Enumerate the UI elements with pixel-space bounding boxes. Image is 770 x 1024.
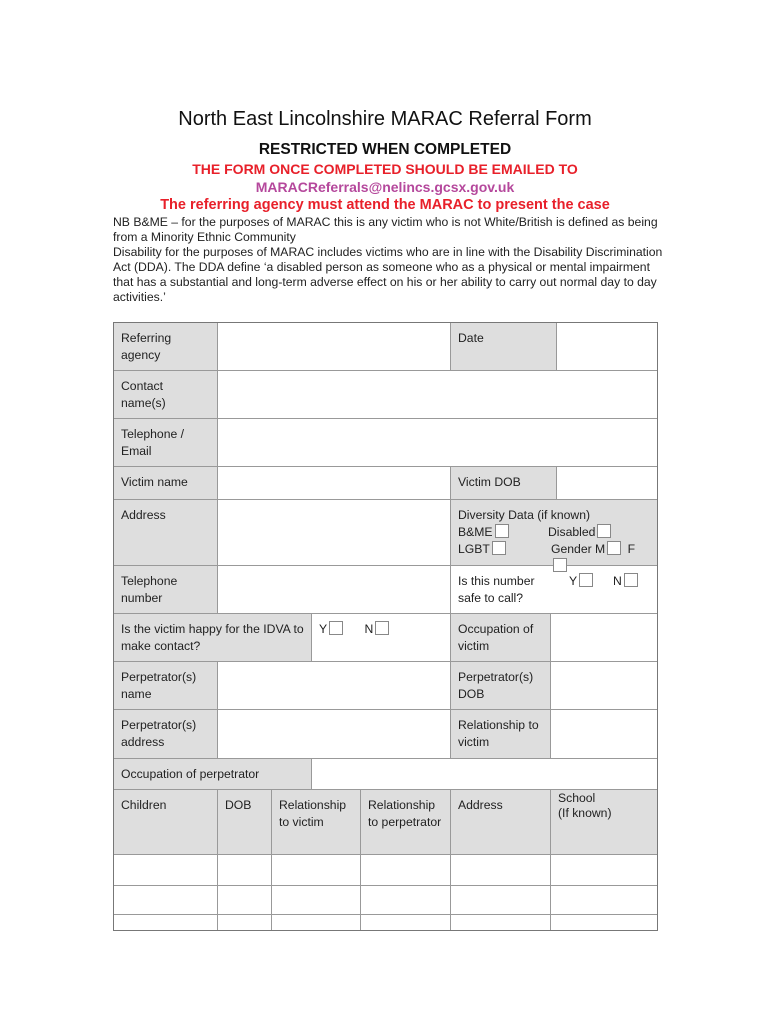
perpetrator-address-field[interactable] <box>218 710 451 759</box>
child-1-school-field[interactable] <box>551 855 657 886</box>
definitions-notes <box>113 215 673 305</box>
safe-to-call-label: Is this number safe to call? <box>458 574 535 605</box>
email-instruction: THE FORM ONCE COMPLETED SHOULD BE EMAILED TO <box>192 161 578 177</box>
contact-names-field[interactable] <box>218 371 657 419</box>
bme-checkbox[interactable] <box>495 524 509 538</box>
child-2-address-field[interactable] <box>451 886 551 915</box>
contact-yes-checkbox[interactable] <box>329 621 343 635</box>
child-3-school-field[interactable] <box>551 915 657 930</box>
disabled-checkbox[interactable] <box>597 524 611 538</box>
children-rel-victim-header: Relationship to victim <box>272 790 361 855</box>
form-title: North East Lincolnshire MARAC Referral Form <box>178 108 592 130</box>
referring-agency-label: Referring agency <box>114 323 218 371</box>
telephone-number-field[interactable] <box>218 566 451 614</box>
disabled-label: Disabled <box>548 525 596 539</box>
child-1-name-field[interactable] <box>114 855 218 886</box>
occupation-victim-label: Occupation of victim <box>451 614 551 662</box>
disability-definition: Disability for the purposes of MARAC includes victims who are in line with the Disability Discrimination Act (DDA). The DDA define ‘a disabled person as someone who as a physical or mental impairment that has a substantial and long-term adverse effect on his or her ability to carry out normal day to day activities.’ <box>113 245 663 304</box>
perpetrator-name-label: Perpetrator(s) name <box>114 662 218 710</box>
child-2-dob-field[interactable] <box>218 886 272 915</box>
referral-form-table <box>113 322 658 931</box>
child-2-name-field[interactable] <box>114 886 218 915</box>
safe-to-call-cell <box>451 566 657 614</box>
perpetrator-dob-label: Perpetrator(s) DOB <box>451 662 551 710</box>
address-label: Address <box>114 500 218 566</box>
date-label: Date <box>451 323 557 371</box>
occupation-victim-field[interactable] <box>551 614 657 662</box>
child-3-address-field[interactable] <box>451 915 551 930</box>
children-rel-perpetrator-header: Relationship to perpetrator <box>361 790 451 855</box>
child-2-rel-victim-field[interactable] <box>272 886 361 915</box>
happy-contact-options <box>312 614 451 662</box>
child-1-rel-victim-field[interactable] <box>272 855 361 886</box>
victim-name-field[interactable] <box>218 467 451 500</box>
child-1-dob-field[interactable] <box>218 855 272 886</box>
gender-f-label: F <box>627 542 636 556</box>
perpetrator-name-field[interactable] <box>218 662 451 710</box>
child-1-address-field[interactable] <box>451 855 551 886</box>
diversity-heading: Diversity Data (if known) <box>458 508 591 522</box>
child-2-school-field[interactable] <box>551 886 657 915</box>
telephone-email-label: Telephone / Email <box>114 419 218 467</box>
referring-agency-field[interactable] <box>218 323 451 371</box>
child-3-rel-victim-field[interactable] <box>272 915 361 930</box>
child-3-rel-perpetrator-field[interactable] <box>361 915 451 930</box>
perpetrator-dob-field[interactable] <box>551 662 657 710</box>
lgbt-checkbox[interactable] <box>492 541 506 555</box>
telephone-email-field[interactable] <box>218 419 657 467</box>
bme-label: B&ME <box>458 525 493 539</box>
safe-no-checkbox[interactable] <box>624 573 638 587</box>
contact-names-label: Contact name(s) <box>114 371 218 419</box>
school-label: School <box>558 791 596 805</box>
diversity-data-section <box>451 500 657 566</box>
contact-no-checkbox[interactable] <box>375 621 389 635</box>
school-note: (If known) <box>558 806 612 820</box>
child-3-name-field[interactable] <box>114 915 218 930</box>
children-header: Children <box>114 790 218 855</box>
victim-dob-field[interactable] <box>557 467 657 500</box>
child-3-dob-field[interactable] <box>218 915 272 930</box>
children-address-header: Address <box>451 790 551 855</box>
perpetrator-address-label: Perpetrator(s) address <box>114 710 218 759</box>
bme-definition: NB B&ME – for the purposes of MARAC this is any victim who is not White/British is defined as being from a Minority Ethnic Community <box>113 215 658 244</box>
safe-no-label: N <box>613 574 622 588</box>
children-school-header <box>551 790 657 855</box>
children-dob-header: DOB <box>218 790 272 855</box>
contact-no-label: N <box>364 622 374 636</box>
address-field[interactable] <box>218 500 451 566</box>
gender-m-checkbox[interactable] <box>607 541 621 555</box>
safe-yes-checkbox[interactable] <box>579 573 593 587</box>
happy-contact-label: Is the victim happy for the IDVA to make contact? <box>114 614 312 662</box>
telephone-number-label: Telephone number <box>114 566 218 614</box>
occupation-perpetrator-field[interactable] <box>312 759 657 790</box>
lgbt-label: LGBT <box>458 542 490 556</box>
attend-notice: The referring agency must attend the MARAC to present the case <box>160 197 610 213</box>
contact-yes-label: Y <box>319 622 328 636</box>
occupation-perpetrator-label: Occupation of perpetrator <box>114 759 312 790</box>
victim-dob-label: Victim DOB <box>451 467 557 500</box>
gender-m-label: Gender M <box>551 542 606 556</box>
child-1-rel-perpetrator-field[interactable] <box>361 855 451 886</box>
safe-yes-label: Y <box>569 574 578 588</box>
victim-name-label: Victim name <box>114 467 218 500</box>
date-field[interactable] <box>557 323 657 371</box>
relationship-victim-label: Relationship to victim <box>451 710 551 759</box>
restricted-notice: RESTRICTED WHEN COMPLETED <box>258 141 512 158</box>
referral-email-link[interactable]: MARACReferrals@nelincs.gcsx.gov.uk <box>255 179 515 195</box>
relationship-victim-field[interactable] <box>551 710 657 759</box>
child-2-rel-perpetrator-field[interactable] <box>361 886 451 915</box>
